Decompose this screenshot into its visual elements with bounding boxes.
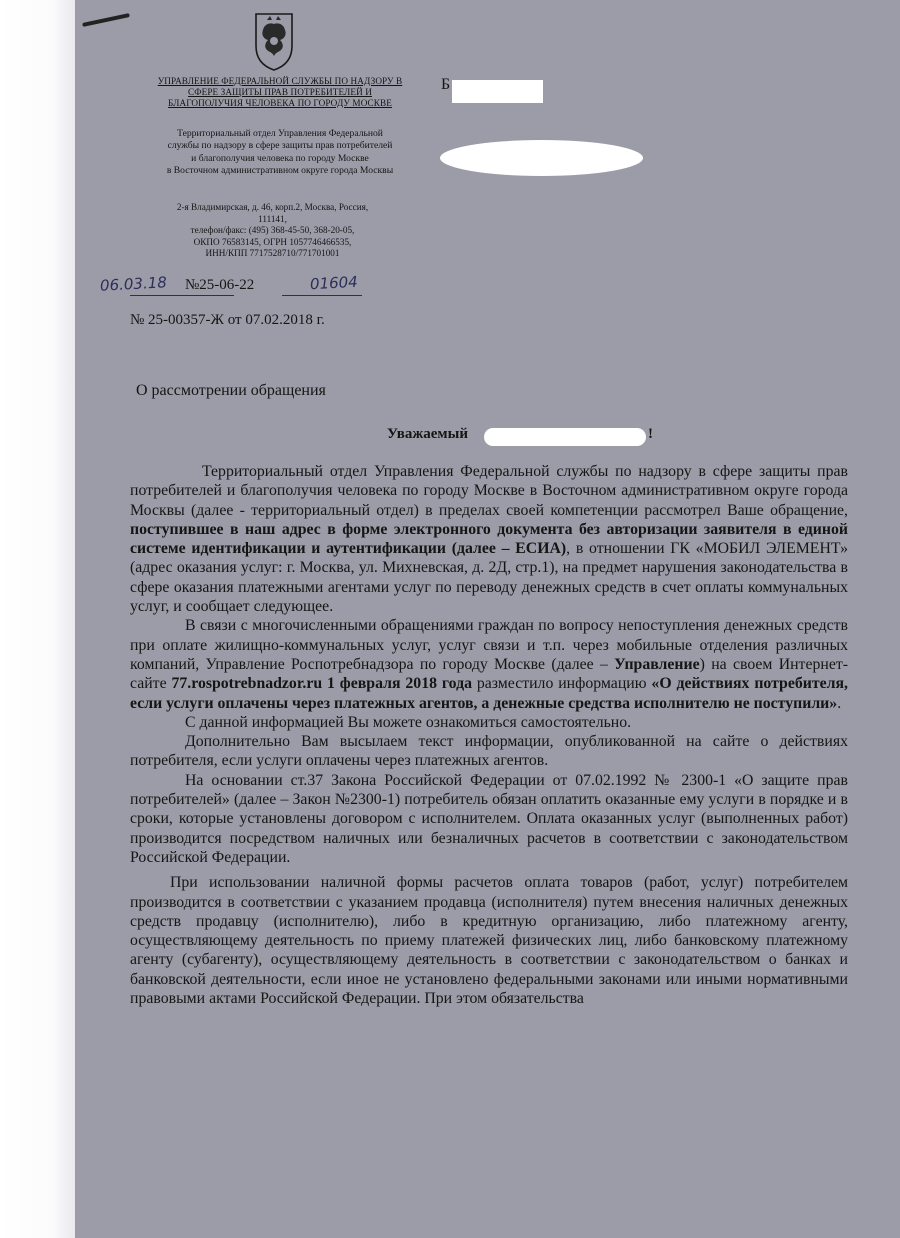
redaction-salutation-name bbox=[484, 428, 646, 446]
agency-name-line: БЛАГОПОЛУЧИЯ ЧЕЛОВЕКА ПО ГОРОДУ МОСКВЕ bbox=[168, 98, 392, 108]
department-name-line: Территориальный отдел Управления Федеральной bbox=[177, 128, 383, 139]
handwritten-number: 01604 bbox=[309, 272, 359, 294]
department-name-line: в Восточном административном округе города Москвы bbox=[166, 164, 394, 176]
paragraph-2 bbox=[130, 616, 848, 712]
paragraph-4: Дополнительно Вам высылаем текст информации, опубликованной на сайте о действиях потребителя, если услуги оплачены через платежных агентов. bbox=[130, 733, 848, 770]
reference-number: № 25-00357-Ж от 07.02.2018 г. bbox=[130, 312, 325, 328]
phone-fax: телефон/факс: (495) 368-45-50, 368-20-05, bbox=[190, 225, 355, 236]
outgoing-number: №25-06-22 bbox=[185, 277, 255, 293]
scan-left-margin bbox=[0, 0, 75, 1238]
paragraph-2-text-end: . bbox=[837, 694, 842, 712]
letter-subject: О рассмотрении обращения bbox=[136, 382, 326, 399]
number-underline bbox=[282, 295, 362, 296]
recipient-initial: Б bbox=[441, 76, 451, 93]
paragraph-1-text: Территориальный отдел Управления Федеральной службы по надзору в сфере защиты прав потребителей и благополучия человека по городу Москве в Восточном административном округе города Москвы (далее - территориальный отдел) в пределах своей компетенции рассмотрел Ваше обращение, bbox=[130, 463, 848, 519]
agency-name bbox=[125, 76, 435, 109]
paragraph-1-bold: поступившее в наш адрес в форме электронного документа без авторизации заявителя в единой системе идентификации и аутентификации (далее – ЕСИА) bbox=[130, 520, 848, 558]
contact-block bbox=[140, 202, 405, 260]
salutation-end: ! bbox=[648, 426, 653, 442]
paragraph-2-text: разместило информацию bbox=[471, 675, 652, 693]
handwritten-date: 06.03.18 bbox=[99, 273, 168, 295]
paragraph-2-text: В связи с многочисленными обращениями граждан по вопросу непоступления денежных средств при оплате жилищно-коммунальных услуг, услуг связи и т.п. через мобильные отделения различных компаний, Управление Роспотребнадзора по городу Москве (далее – bbox=[130, 617, 848, 673]
letter-body bbox=[130, 462, 848, 1008]
agency-name-line: СФЕРЕ ЗАЩИТЫ ПРАВ ПОТРЕБИТЕЛЕЙ И bbox=[188, 87, 372, 97]
coat-of-arms-icon bbox=[252, 10, 296, 72]
department-name-line: службы по надзору в сфере защиты прав потребителей bbox=[167, 140, 393, 152]
website-link[interactable]: 77.rospotrebnadzor.ru bbox=[171, 675, 323, 693]
department-name bbox=[130, 128, 430, 177]
paragraph-6: При использовании наличной формы расчетов оплата товаров (работ, услуг) потребителем производится в соответствии с указанием продавца (исполнителя) путем внесения наличных денежных средств продавцу (исполнителю), либо в кредитную организацию, либо платежному агенту, осуществляющему деятельность по приему платежей физических лиц, либо банковскому платежному агенту (субагенту), осуществляющему деятельность в соответствии с законодательством о банках и банковской деятельности, если иное не установлено федеральными законами или иными нормативными правовыми актами Российской Федерации. При этом обязательства bbox=[130, 874, 848, 1008]
redaction-recipient-address bbox=[440, 140, 643, 176]
paragraph-2-bold-date: 1 февраля 2018 года bbox=[327, 675, 472, 693]
paragraph-2-bold-title: «О действиях потребителя, если услуги оплачены через платежных агентов, а денежные средства исполнителю не поступили» bbox=[130, 675, 848, 712]
registration-codes: ОКПО 76583145, ОГРН 1057746466535, bbox=[193, 236, 352, 247]
postal-code: 111141, bbox=[258, 213, 287, 224]
agency-name-line: УПРАВЛЕНИЕ ФЕДЕРАЛЬНОЙ СЛУЖБЫ ПО НАДЗОРУ В bbox=[157, 76, 403, 86]
paragraph-3: С данной информацией Вы можете ознакомиться самостоятельно. bbox=[185, 713, 632, 731]
paragraph-1 bbox=[130, 462, 848, 616]
salutation: Уважаемый bbox=[387, 426, 468, 442]
department-name-line: и благополучия человека по городу Москве bbox=[191, 152, 369, 164]
tax-codes: ИНН/КПП 7717528710/771701001 bbox=[205, 248, 340, 259]
address-line: 2-я Владимирская, д. 46, корп.2, Москва, Россия, bbox=[176, 202, 369, 212]
paragraph-2-bold-management: Управление bbox=[614, 655, 700, 673]
paragraph-5: На основании ст.37 Закона Российской Федерации от 07.02.1992 № 2300-1 «О защите прав потребителей» (далее – Закон №2300-1) потребитель обязан оплатить оказанные ему услуги в порядке и в сроки, которые установлены договором с исполнителем. Оплата оказанных услуг (выполненных работ) производится посредством наличных или безналичных расчетов в соответствии с законодательством Российской Федерации. bbox=[130, 771, 848, 866]
date-underline bbox=[130, 295, 234, 296]
redaction-recipient-name bbox=[452, 80, 543, 103]
paragraph-2-text: ) на своем Интернет-сайте bbox=[130, 655, 849, 693]
paragraph-1-text-end: , в отношении ГК «МОБИЛ ЭЛЕМЕНТ» (адрес оказания услуг: г. Москва, ул. Михневская, д. 2Д, стр.1), на предмет нарушения законодательства в сфере оказания платежными агентами услуг по переводу денежных средств в счет оплаты коммунальных услуг, и сообщает следующее. bbox=[130, 540, 849, 616]
